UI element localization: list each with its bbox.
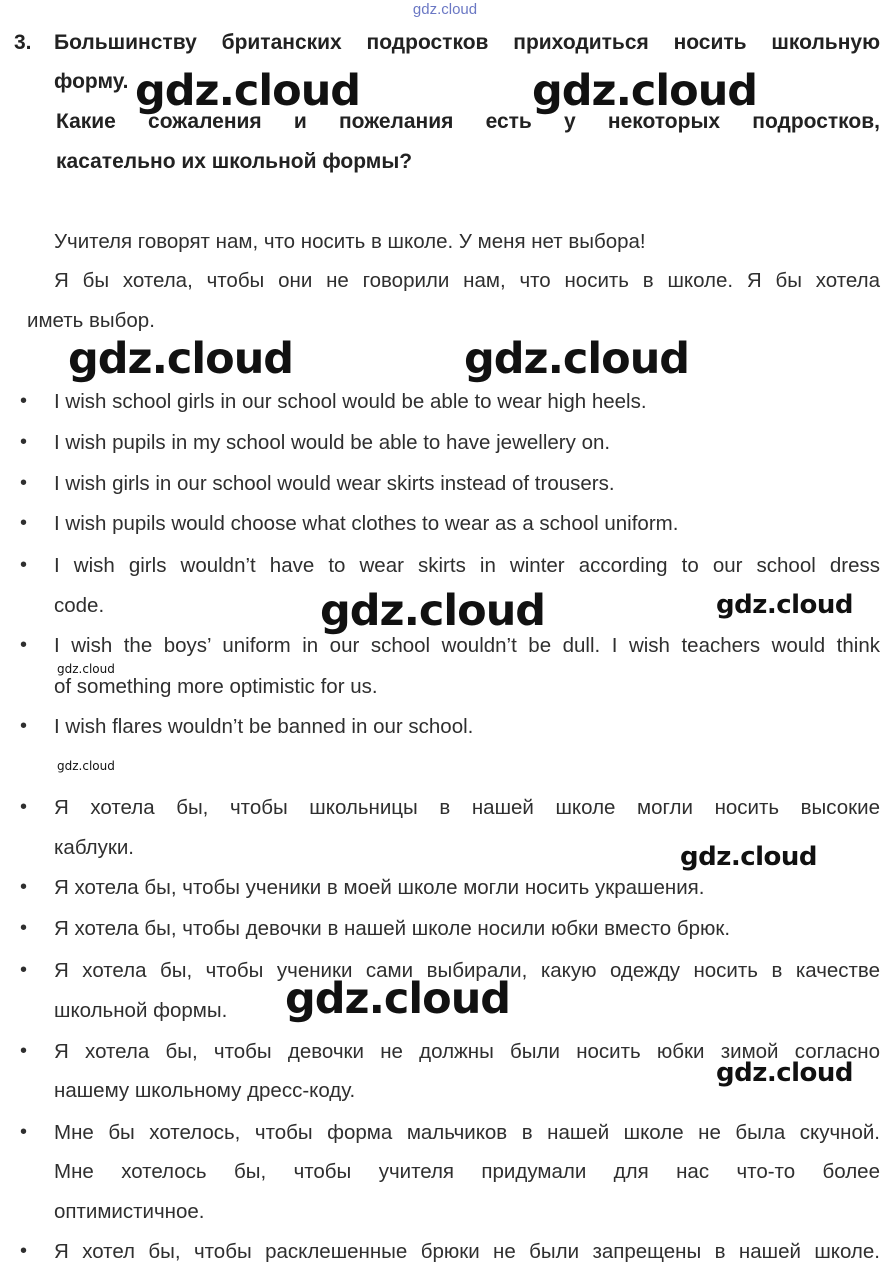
intro-line: Я бы хотела, чтобы они не говорили нам, что носить в школе. Я бы хотела (54, 269, 880, 292)
bullet-icon: • (20, 634, 28, 656)
list-item: I wish the boys’ uniform in our school wouldn’t be dull. I wish teachers would think (54, 634, 880, 657)
list-item-continuation: нашему школьному дресс-коду. (54, 1079, 356, 1102)
list-item: I wish flares wouldn’t be banned in our school. (54, 715, 474, 738)
task-heading-line: касательно их школьной формы? (56, 150, 413, 173)
bullet-icon: • (20, 1040, 28, 1062)
list-item: Я хотела бы, чтобы ученики в моей школе могли носить украшения. (54, 876, 705, 899)
task-heading-line: Большинству британских подростков приходиться носить школьную (54, 31, 880, 54)
list-item: Мне бы хотелось, чтобы форма мальчиков в нашей школе не была скучной. (54, 1121, 880, 1144)
intro-line: иметь выбор. (27, 309, 155, 332)
watermark: gdz.cloud (532, 66, 758, 116)
watermark: gdz.cloud (57, 759, 115, 773)
list-item-continuation: of something more optimistic for us. (54, 675, 378, 698)
list-item: I wish girls wouldn’t have to wear skirts in winter according to our school dress (54, 554, 880, 577)
list-item: I wish pupils in my school would be able to have jewellery on. (54, 431, 611, 454)
list-item: I wish pupils would choose what clothes to wear as a school uniform. (54, 512, 679, 535)
task-heading-line: Какие сожаления и пожелания есть у некоторых подростков, (56, 110, 880, 133)
watermark: gdz.cloud (680, 842, 818, 872)
bullet-icon: • (20, 1121, 28, 1143)
bullet-icon: • (20, 876, 28, 898)
list-item-continuation: code. (54, 594, 105, 617)
list-item-continuation: Мне хотелось бы, чтобы учителя придумали для нас что-то более (54, 1160, 880, 1183)
list-item-continuation: оптимистичное. (54, 1200, 205, 1223)
watermark: gdz.cloud (716, 590, 854, 620)
list-item: I wish school girls in our school would be able to wear high heels. (54, 390, 647, 413)
task-heading-line: форму. (54, 70, 129, 93)
watermark: gdz.cloud (464, 334, 690, 384)
bullet-icon: • (20, 1240, 28, 1262)
bullet-icon: • (20, 554, 28, 576)
watermark: gdz.cloud (285, 974, 511, 1024)
bullet-icon: • (20, 959, 28, 981)
watermark: gdz.cloud (716, 1058, 854, 1088)
intro-line: Учителя говорят нам, что носить в школе. У меня нет выбора! (54, 230, 646, 253)
bullet-icon: • (20, 472, 28, 494)
list-item-continuation: школьной формы. (54, 999, 228, 1022)
list-item: Я хотела бы, чтобы девочки не должны были носить юбки зимой согласно (54, 1040, 880, 1063)
list-item: Я хотела бы, чтобы школьницы в нашей школе могли носить высокие (54, 796, 880, 819)
watermark-top: gdz.cloud (412, 1, 478, 18)
list-item: Я хотела бы, чтобы ученики сами выбирали, какую одежду носить в качестве (54, 959, 880, 982)
bullet-icon: • (20, 390, 28, 412)
task-number: 3. (14, 31, 32, 54)
list-item: Я хотел бы, чтобы расклешенные брюки не были запрещены в нашей школе. (54, 1240, 880, 1263)
bullet-icon: • (20, 917, 28, 939)
bullet-icon: • (20, 512, 28, 534)
watermark: gdz.cloud (135, 66, 361, 116)
list-item: Я хотела бы, чтобы девочки в нашей школе носили юбки вместо брюк. (54, 917, 731, 940)
watermark: gdz.cloud (57, 662, 115, 676)
watermark: gdz.cloud (320, 586, 546, 636)
list-item-continuation: каблуки. (54, 836, 134, 859)
bullet-icon: • (20, 431, 28, 453)
bullet-icon: • (20, 796, 28, 818)
watermark: gdz.cloud (68, 334, 294, 384)
bullet-icon: • (20, 715, 28, 737)
list-item: I wish girls in our school would wear skirts instead of trousers. (54, 472, 615, 495)
